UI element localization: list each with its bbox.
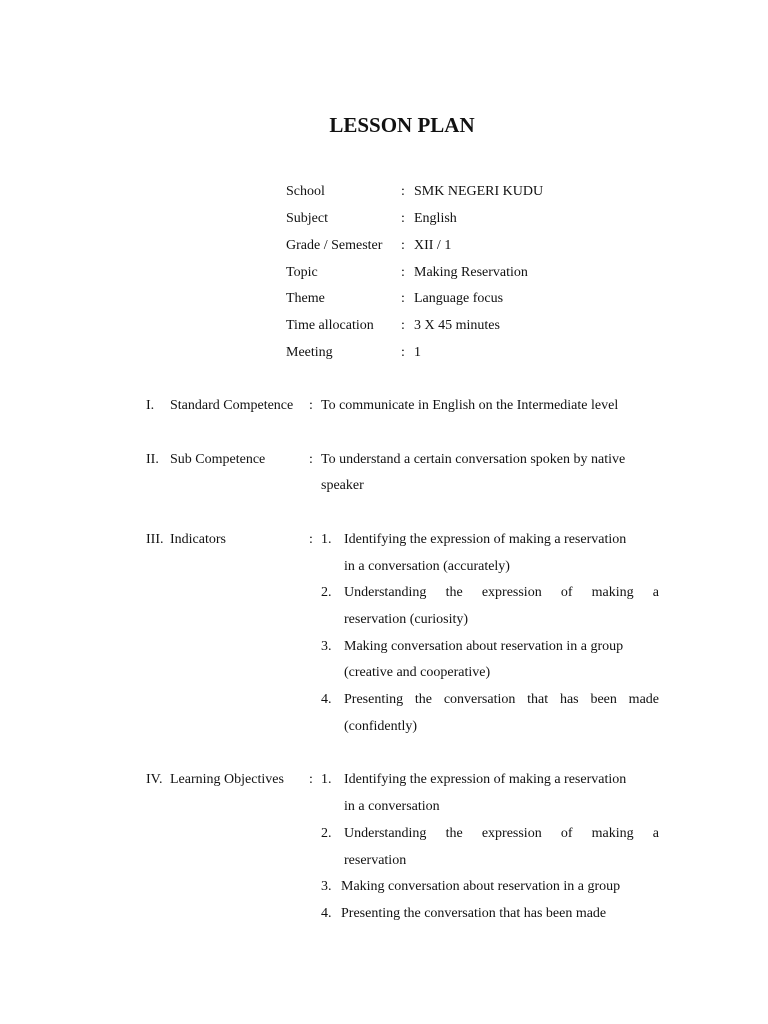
- info-value-topic: Making Reservation: [414, 265, 528, 280]
- section-label: Standard Competence: [170, 398, 294, 413]
- list-item-number: 1.: [321, 772, 332, 787]
- info-value-theme: Language focus: [414, 291, 504, 306]
- list-item-number: 4.: [321, 692, 332, 707]
- section-label: Sub Competence: [170, 452, 266, 467]
- info-value-school: SMK NEGERI KUDU: [414, 184, 544, 199]
- info-label-time-allocation: Time allocation: [286, 318, 374, 333]
- section-text-line: To communicate in English on the Intermediate level: [321, 398, 619, 413]
- list-item-line: in a conversation (accurately): [344, 559, 510, 574]
- section-text-line: To understand a certain conversation spoken by native: [321, 452, 626, 467]
- info-value-meeting: 1: [414, 345, 421, 360]
- list-item-number: 1.: [321, 532, 332, 547]
- list-item-number: 3.: [321, 879, 332, 894]
- list-item-line: Presenting the conversation that has been made: [344, 692, 659, 707]
- info-label-school: School: [286, 184, 325, 199]
- info-label-grade-semester: Grade / Semester: [286, 238, 383, 253]
- info-colon: :: [401, 238, 405, 253]
- list-item-line: Identifying the expression of making a reservation: [344, 532, 627, 547]
- section-number: I.: [146, 398, 155, 413]
- page-title: LESSON PLAN: [329, 113, 475, 137]
- list-item-line: Understanding the expression of making a: [344, 826, 659, 841]
- section-colon: :: [309, 452, 313, 467]
- list-item-number: 3.: [321, 639, 332, 654]
- section-number: III.: [146, 532, 164, 547]
- list-item-line: (confidently): [344, 719, 418, 734]
- info-colon: :: [401, 184, 405, 199]
- info-value-time-allocation: 3 X 45 minutes: [414, 318, 500, 333]
- info-value-subject: English: [414, 211, 457, 226]
- list-item-line: Understanding the expression of making a: [344, 585, 659, 600]
- info-label-theme: Theme: [286, 291, 325, 306]
- list-item-line: Identifying the expression of making a reservation: [344, 772, 627, 787]
- section-number: II.: [146, 452, 159, 467]
- list-item-number: 2.: [321, 826, 332, 841]
- section-colon: :: [309, 532, 313, 547]
- list-item-line: reservation (curiosity): [344, 612, 469, 627]
- list-item-line: Making conversation about reservation in a group: [341, 879, 621, 894]
- section-text-line: speaker: [321, 478, 364, 493]
- section-colon: :: [309, 398, 313, 413]
- info-label-meeting: Meeting: [286, 345, 333, 360]
- list-item-number: 2.: [321, 585, 332, 600]
- info-colon: :: [401, 211, 405, 226]
- section-label: Learning Objectives: [170, 772, 284, 787]
- section-colon: :: [309, 772, 313, 787]
- info-value-grade-semester: XII / 1: [414, 238, 452, 253]
- list-item-number: 4.: [321, 906, 332, 921]
- list-item-line: (creative and cooperative): [344, 665, 491, 680]
- info-label-subject: Subject: [286, 211, 328, 226]
- info-colon: :: [401, 265, 405, 280]
- section-number: IV.: [146, 772, 163, 787]
- list-item-line: reservation: [344, 853, 407, 868]
- info-colon: :: [401, 345, 405, 360]
- list-item-line: Making conversation about reservation in a group: [344, 639, 624, 654]
- info-colon: :: [401, 291, 405, 306]
- list-item-line: in a conversation: [344, 799, 440, 814]
- section-label: Indicators: [170, 532, 226, 547]
- list-item-line: Presenting the conversation that has been made: [341, 906, 607, 921]
- info-colon: :: [401, 318, 405, 333]
- info-label-topic: Topic: [286, 265, 318, 280]
